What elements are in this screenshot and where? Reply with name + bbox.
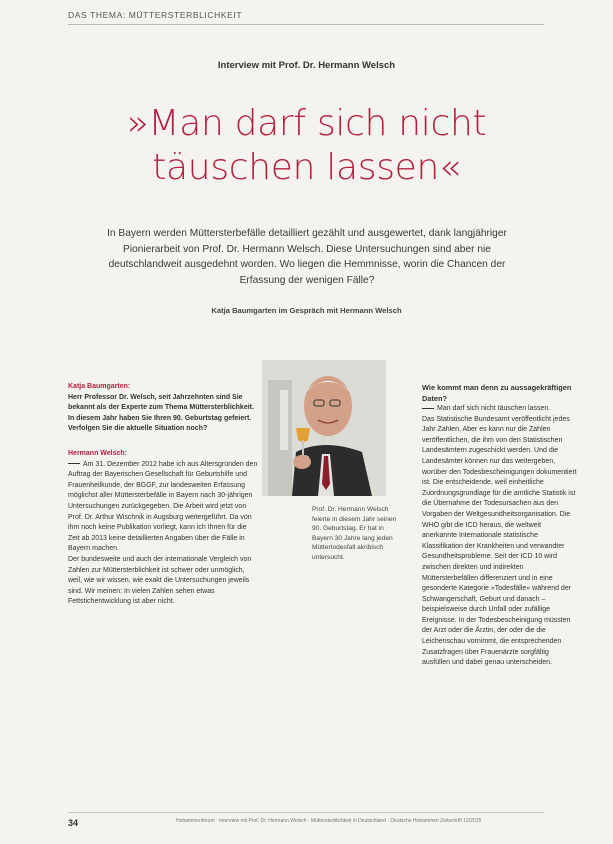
answer-text: Am 31. Dezember 2012 habe ich aus Altersgründen den Auftrag der Bayerischen Gesellschaft für Geburtshilfe und Frauenheilkunde, der BGGF, zur landesweiten Erfassung möglichst aller Müttersterbefälle in Bayern nach 30-jährigen Untersuchungen zurückgegeben. Die Arbeit wird jetzt von Prof. Dr. Arthur Wischnik in Augsburg weitergeführt. Da von ihm noch keine Publikation vorliegt, kann ich Ihnen für die Zeit ab 2013 keine detaillierten Angaben über die Fälle in Bayern machen. bbox=[68, 460, 258, 553]
article-byline: Katja Baumgarten im Gespräch mit Hermann Welsch bbox=[211, 306, 402, 315]
section-label: DAS THEMA: MÜTTERSTERBLICHKEIT bbox=[68, 10, 243, 20]
column-right bbox=[422, 382, 578, 669]
portrait-photo bbox=[262, 360, 386, 496]
interview-question: Herr Professor Dr. Welsch, seit Jahrzehnten sind Sie bekannt als der Experte zum Thema Müttersterblichkeit. In diesem Jahr haben Sie Ihren 90. Geburtstag gefeiert. Verfolgen Sie die aktuelle Situation noch? bbox=[68, 393, 254, 433]
headline-line-2: täuschen lassen« bbox=[152, 147, 461, 188]
paragraph-spacer bbox=[68, 435, 258, 449]
speaker-label-interviewer: Katja Baumgarten: bbox=[68, 383, 131, 390]
page-number: 34 bbox=[68, 818, 79, 828]
article-lead: In Bayern werden Müttersterbefälle detailliert gezählt und ausgewertet, dank langjähriger Pionierarbeit von Prof. Dr. Hermann Welsch. Diese Untersuchungen sind aber nie deutschlandweit ausgedehnt worden. Wo liegen die Hemmnisse, worin die Chancen der Erfassung der wenigen Fälle? bbox=[107, 228, 507, 286]
interview-answer: Das Statistische Bundesamt veröffentlicht jedes Jahr Zahlen. Aber es kann nur die Zahlen veröffentlichen, die ihm von den Statistischen Landesämtern zugeschickt werden. Und die Landesämter können nur das weitergeben, worüber den Todesbescheinigungen dokumentiert ist. Die entscheidende, weil einheitliche Zuordnungsgrundlage für die amtliche Statistik ist die Übernahme der Todesursachen aus den Vorgaben der Weltgesundheitsorganisation. Die WHO gibt die ICD heraus, die weltweit anerkannte Internationale statistische Klassifikation der Krankheiten und verwandter Gesundheitsprobleme. Seit der ICD 10 wird zwischen direkten und indirekten Müttersterbefällen differenziert und in eine gesonderte Kategorie »Todesfälle« während der Schwangerschaft, Geburt und danach – beispielsweise durch Unfall oder zufällige Ereignisse. In der Todesbescheinigung müssten der Arzt oder die Ärztin, der oder die die Leichenschau vornimmt, die entsprechenden Zusatzfragen über Frauenärzte sorgfältig ausfüllen und dabei genau unterscheiden. bbox=[422, 415, 577, 667]
interview-question: Wie kommt man denn zu aussagekräftigen Daten? bbox=[422, 383, 572, 403]
interview-answer-lead bbox=[422, 404, 578, 415]
dash-mark bbox=[68, 463, 80, 464]
footer-text: Hebammenforum · Interview mit Prof. Dr. Hermann Welsch · Müttersterblichkeit in Deutschland · Deutsche Hebammen Zeitschrift 12/2015 bbox=[176, 818, 482, 824]
column-left bbox=[68, 382, 258, 608]
dash-mark bbox=[422, 408, 434, 409]
footer-divider bbox=[68, 812, 544, 813]
portrait-illustration bbox=[262, 360, 386, 496]
header-divider bbox=[68, 24, 544, 25]
article-kicker: Interview mit Prof. Dr. Hermann Welsch bbox=[217, 60, 396, 71]
answer-lead-text: Man darf sich nicht täuschen lassen. bbox=[437, 405, 551, 412]
photo-caption: Prof. Dr. Hermann Welsch feierte in diesem Jahr seinen 90. Geburtstag. Er hat in Bayern 30 Jahre lang jeden Müttertodesfall akribisch untersucht. bbox=[312, 506, 397, 561]
interview-answer bbox=[68, 460, 258, 555]
article-headline bbox=[0, 102, 613, 190]
speaker-label-interviewee: Hermann Welsch: bbox=[68, 449, 127, 457]
interview-answer-continued: Der bundesweite und auch der internationale Vergleich von Zahlen zur Müttersterblichkeit ist schwer oder unmöglich, weil, wie wir wissen, wie exakt die Untersuchungen jeweils sind. Wir meinen: In vielen Zahlen sehen etwas Fettstichentwicklung ist aber nicht. bbox=[68, 555, 252, 606]
headline-line-1: »Man darf sich nicht bbox=[126, 103, 487, 144]
